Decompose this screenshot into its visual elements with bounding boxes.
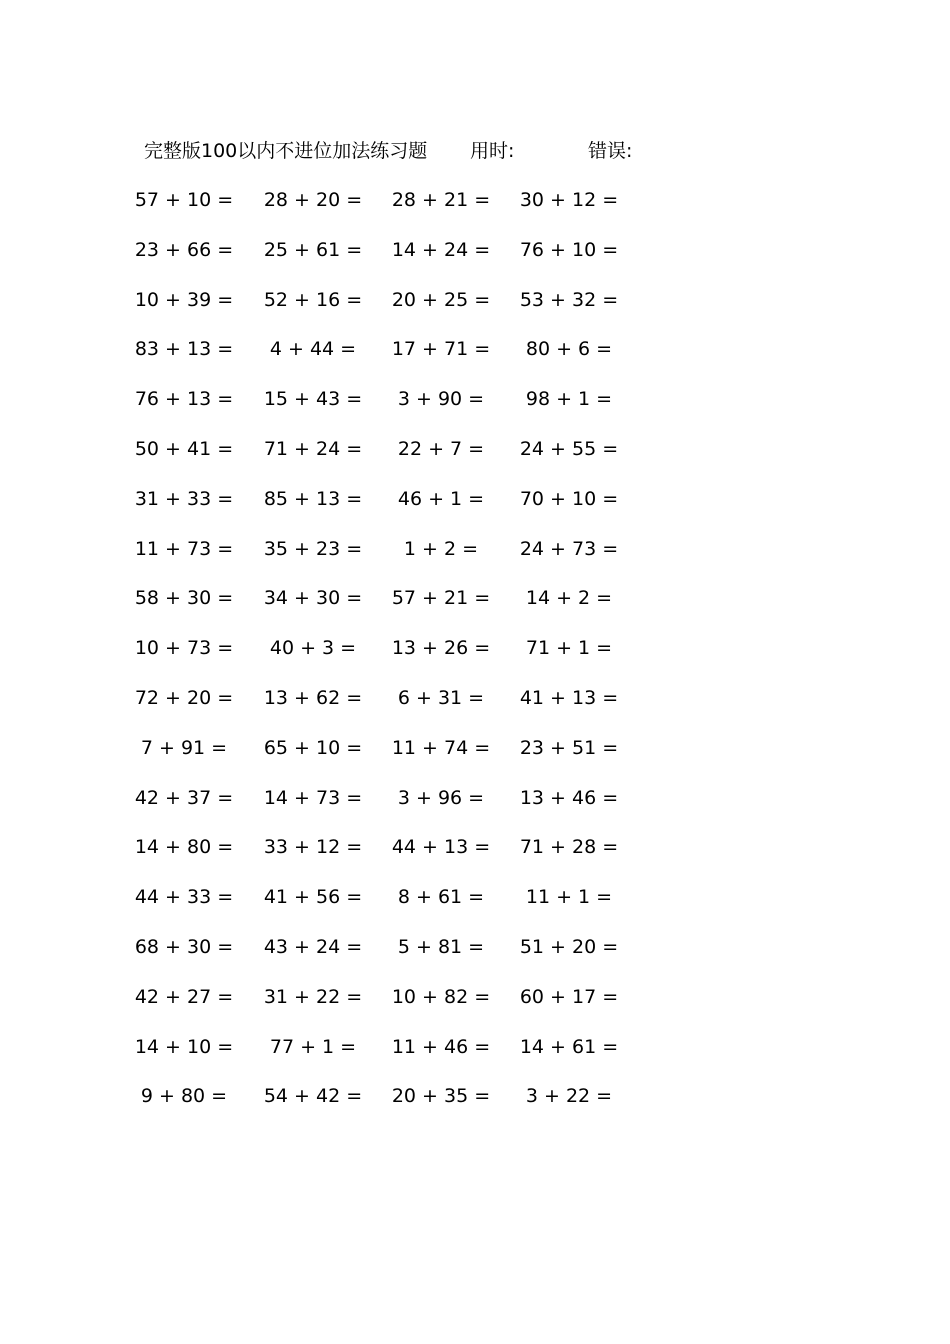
addition-problem: 6 + 31 = bbox=[397, 686, 485, 709]
addition-problem: 80 + 6 = bbox=[525, 338, 613, 361]
addition-problem: 76 + 10 = bbox=[519, 238, 619, 261]
problem-row bbox=[0, 384, 950, 434]
addition-problem: 41 + 13 = bbox=[519, 686, 619, 709]
addition-problem: 42 + 37 = bbox=[134, 786, 234, 809]
addition-problem: 14 + 10 = bbox=[134, 1035, 234, 1058]
addition-problem: 41 + 56 = bbox=[263, 886, 363, 909]
addition-problem: 14 + 73 = bbox=[263, 786, 363, 809]
addition-problem: 83 + 13 = bbox=[134, 338, 234, 361]
addition-problem: 52 + 16 = bbox=[263, 288, 363, 311]
problem-row bbox=[0, 832, 950, 882]
problem-row bbox=[0, 733, 950, 783]
problem-row bbox=[0, 285, 950, 335]
problem-row bbox=[0, 1032, 950, 1082]
problem-row bbox=[0, 583, 950, 633]
addition-problem: 3 + 90 = bbox=[397, 388, 485, 411]
addition-problem: 35 + 23 = bbox=[263, 537, 363, 560]
addition-problem: 40 + 3 = bbox=[269, 637, 357, 660]
addition-problem: 71 + 24 = bbox=[263, 437, 363, 460]
addition-problem: 13 + 62 = bbox=[263, 686, 363, 709]
problem-row bbox=[0, 235, 950, 285]
addition-problem: 60 + 17 = bbox=[519, 985, 619, 1008]
addition-problem: 44 + 33 = bbox=[134, 886, 234, 909]
addition-problem: 14 + 80 = bbox=[134, 836, 234, 859]
addition-problem: 25 + 61 = bbox=[263, 238, 363, 261]
addition-problem: 10 + 73 = bbox=[134, 637, 234, 660]
problem-row bbox=[0, 783, 950, 833]
addition-problem: 13 + 46 = bbox=[519, 786, 619, 809]
worksheet-header bbox=[144, 136, 704, 166]
time-label: 用时: bbox=[470, 140, 515, 162]
addition-problem: 10 + 39 = bbox=[134, 288, 234, 311]
addition-problem: 72 + 20 = bbox=[134, 686, 234, 709]
problem-row bbox=[0, 633, 950, 683]
addition-problem: 33 + 12 = bbox=[263, 836, 363, 859]
addition-problem: 14 + 61 = bbox=[519, 1035, 619, 1058]
addition-problem: 14 + 24 = bbox=[391, 238, 491, 261]
addition-problem: 58 + 30 = bbox=[134, 587, 234, 610]
addition-problem: 3 + 96 = bbox=[397, 786, 485, 809]
problem-row bbox=[0, 882, 950, 932]
problem-grid bbox=[0, 185, 950, 1131]
addition-problem: 3 + 22 = bbox=[525, 1085, 613, 1108]
problem-row bbox=[0, 434, 950, 484]
addition-problem: 71 + 28 = bbox=[519, 836, 619, 859]
addition-problem: 15 + 43 = bbox=[263, 388, 363, 411]
addition-problem: 14 + 2 = bbox=[525, 587, 613, 610]
addition-problem: 54 + 42 = bbox=[263, 1085, 363, 1108]
problem-row bbox=[0, 1081, 950, 1131]
addition-problem: 1 + 2 = bbox=[403, 537, 479, 560]
addition-problem: 20 + 25 = bbox=[391, 288, 491, 311]
addition-problem: 42 + 27 = bbox=[134, 985, 234, 1008]
addition-problem: 5 + 81 = bbox=[397, 935, 485, 958]
problem-row bbox=[0, 334, 950, 384]
problem-row bbox=[0, 484, 950, 534]
addition-problem: 57 + 21 = bbox=[391, 587, 491, 610]
addition-problem: 9 + 80 = bbox=[140, 1085, 228, 1108]
addition-problem: 11 + 74 = bbox=[391, 736, 491, 759]
errors-label: 错误: bbox=[588, 140, 633, 162]
addition-problem: 22 + 7 = bbox=[397, 437, 485, 460]
addition-problem: 71 + 1 = bbox=[525, 637, 613, 660]
addition-problem: 70 + 10 = bbox=[519, 487, 619, 510]
addition-problem: 10 + 82 = bbox=[391, 985, 491, 1008]
problem-row bbox=[0, 534, 950, 584]
problem-row bbox=[0, 185, 950, 235]
addition-problem: 76 + 13 = bbox=[134, 388, 234, 411]
problem-row bbox=[0, 982, 950, 1032]
addition-problem: 8 + 61 = bbox=[397, 886, 485, 909]
addition-problem: 31 + 22 = bbox=[263, 985, 363, 1008]
addition-problem: 46 + 1 = bbox=[397, 487, 485, 510]
addition-problem: 34 + 30 = bbox=[263, 587, 363, 610]
addition-problem: 24 + 55 = bbox=[519, 437, 619, 460]
addition-problem: 24 + 73 = bbox=[519, 537, 619, 560]
addition-problem: 11 + 46 = bbox=[391, 1035, 491, 1058]
addition-problem: 28 + 20 = bbox=[263, 189, 363, 211]
addition-problem: 7 + 91 = bbox=[140, 736, 228, 759]
addition-problem: 23 + 66 = bbox=[134, 238, 234, 261]
addition-problem: 53 + 32 = bbox=[519, 288, 619, 311]
addition-problem: 13 + 26 = bbox=[391, 637, 491, 660]
addition-problem: 44 + 13 = bbox=[391, 836, 491, 859]
addition-problem: 30 + 12 = bbox=[519, 189, 619, 211]
addition-problem: 17 + 71 = bbox=[391, 338, 491, 361]
problem-row bbox=[0, 932, 950, 982]
addition-problem: 65 + 10 = bbox=[263, 736, 363, 759]
worksheet-title: 完整版100以内不进位加法练习题 bbox=[144, 140, 428, 162]
addition-problem: 85 + 13 = bbox=[263, 487, 363, 510]
addition-problem: 4 + 44 = bbox=[269, 338, 357, 361]
addition-problem: 57 + 10 = bbox=[134, 189, 234, 211]
addition-problem: 23 + 51 = bbox=[519, 736, 619, 759]
addition-problem: 68 + 30 = bbox=[134, 935, 234, 958]
addition-problem: 50 + 41 = bbox=[134, 437, 234, 460]
addition-problem: 43 + 24 = bbox=[263, 935, 363, 958]
addition-problem: 98 + 1 = bbox=[525, 388, 613, 411]
addition-problem: 31 + 33 = bbox=[134, 487, 234, 510]
addition-problem: 51 + 20 = bbox=[519, 935, 619, 958]
addition-problem: 11 + 73 = bbox=[134, 537, 234, 560]
addition-problem: 20 + 35 = bbox=[391, 1085, 491, 1108]
addition-problem: 11 + 1 = bbox=[525, 886, 613, 909]
problem-row bbox=[0, 683, 950, 733]
addition-problem: 77 + 1 = bbox=[269, 1035, 357, 1058]
addition-problem: 28 + 21 = bbox=[391, 189, 491, 211]
